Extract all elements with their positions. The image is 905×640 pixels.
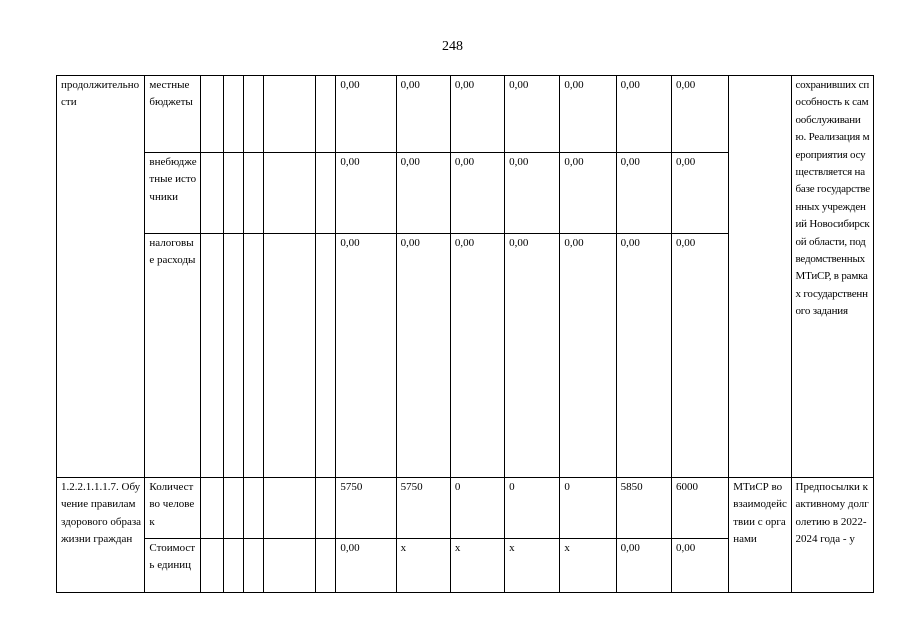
event-name-cell: 1.2.2.1.1.1.7. Обучение правилам здорового образа жизни граждан <box>57 478 145 593</box>
value-cell: 0,00 <box>616 539 671 593</box>
value-cell: 0,00 <box>396 234 450 478</box>
value-cell: 0,00 <box>396 153 450 234</box>
empty-cell <box>316 478 336 539</box>
empty-cell <box>243 539 263 593</box>
value-cell: 0,00 <box>671 153 728 234</box>
value-cell: 0 <box>505 478 560 539</box>
empty-cell <box>223 153 243 234</box>
value-cell: 0,00 <box>671 76 728 153</box>
value-cell: 0,00 <box>396 76 450 153</box>
empty-cell <box>263 478 315 539</box>
value-cell: х <box>505 539 560 593</box>
table-row <box>57 76 874 153</box>
value-cell: 0,00 <box>336 234 396 478</box>
finance-source-cell: внебюджетные источники <box>145 153 200 234</box>
empty-cell <box>316 234 336 478</box>
table-row <box>57 478 874 539</box>
indicator-cell: Количество человек <box>145 478 200 539</box>
expected-result-cell: сохранивших способность к самообслуживанию. Реализация мероприятия осуществляется на базе государственных учреждений Новосибирской области, подведомственных МТиСР, в рамках государственного задания <box>791 76 874 478</box>
value-cell: х <box>450 539 504 593</box>
empty-cell <box>263 234 315 478</box>
value-cell: 0,00 <box>560 153 616 234</box>
empty-cell <box>243 153 263 234</box>
program-table <box>56 75 874 593</box>
value-cell: 5750 <box>396 478 450 539</box>
executor-cell: МТиСР во взаимодействии с органами <box>729 478 791 593</box>
empty-cell <box>223 478 243 539</box>
value-cell: 5850 <box>616 478 671 539</box>
empty-cell <box>223 539 243 593</box>
value-cell: 0,00 <box>505 76 560 153</box>
continued-event-name-cell: продолжительности <box>57 76 145 478</box>
value-cell: 0 <box>450 478 504 539</box>
value-cell: 0,00 <box>671 234 728 478</box>
empty-cell <box>200 234 223 478</box>
expected-result-cell: Предпосылки к активному долголетию в 2022-2024 года - у <box>791 478 874 593</box>
empty-cell <box>200 539 223 593</box>
empty-cell <box>316 153 336 234</box>
empty-cell <box>243 234 263 478</box>
finance-source-cell: налоговые расходы <box>145 234 200 478</box>
value-cell: 0,00 <box>505 234 560 478</box>
page-number: 248 <box>442 39 463 54</box>
value-cell: 0 <box>560 478 616 539</box>
value-cell: 0,00 <box>505 153 560 234</box>
value-cell: х <box>560 539 616 593</box>
value-cell: 0,00 <box>450 153 504 234</box>
indicator-cell: Стоимость единиц <box>145 539 200 593</box>
empty-cell <box>243 478 263 539</box>
value-cell: 0,00 <box>450 234 504 478</box>
empty-cell <box>223 76 243 153</box>
empty-cell <box>263 153 315 234</box>
empty-cell <box>200 153 223 234</box>
value-cell: 0,00 <box>560 76 616 153</box>
value-cell: 0,00 <box>560 234 616 478</box>
empty-cell <box>200 76 223 153</box>
empty-cell <box>263 76 315 153</box>
value-cell: 5750 <box>336 478 396 539</box>
finance-source-cell: местные бюджеты <box>145 76 200 153</box>
value-cell: 0,00 <box>616 76 671 153</box>
value-cell: 0,00 <box>616 234 671 478</box>
value-cell: 0,00 <box>336 76 396 153</box>
empty-cell <box>223 234 243 478</box>
value-cell: 6000 <box>671 478 728 539</box>
value-cell: х <box>396 539 450 593</box>
empty-cell <box>316 539 336 593</box>
empty-cell <box>263 539 315 593</box>
empty-cell <box>316 76 336 153</box>
value-cell: 0,00 <box>336 153 396 234</box>
empty-cell <box>200 478 223 539</box>
value-cell: 0,00 <box>450 76 504 153</box>
value-cell: 0,00 <box>616 153 671 234</box>
value-cell: 0,00 <box>336 539 396 593</box>
executor-cell <box>729 76 791 478</box>
empty-cell <box>243 76 263 153</box>
value-cell: 0,00 <box>671 539 728 593</box>
